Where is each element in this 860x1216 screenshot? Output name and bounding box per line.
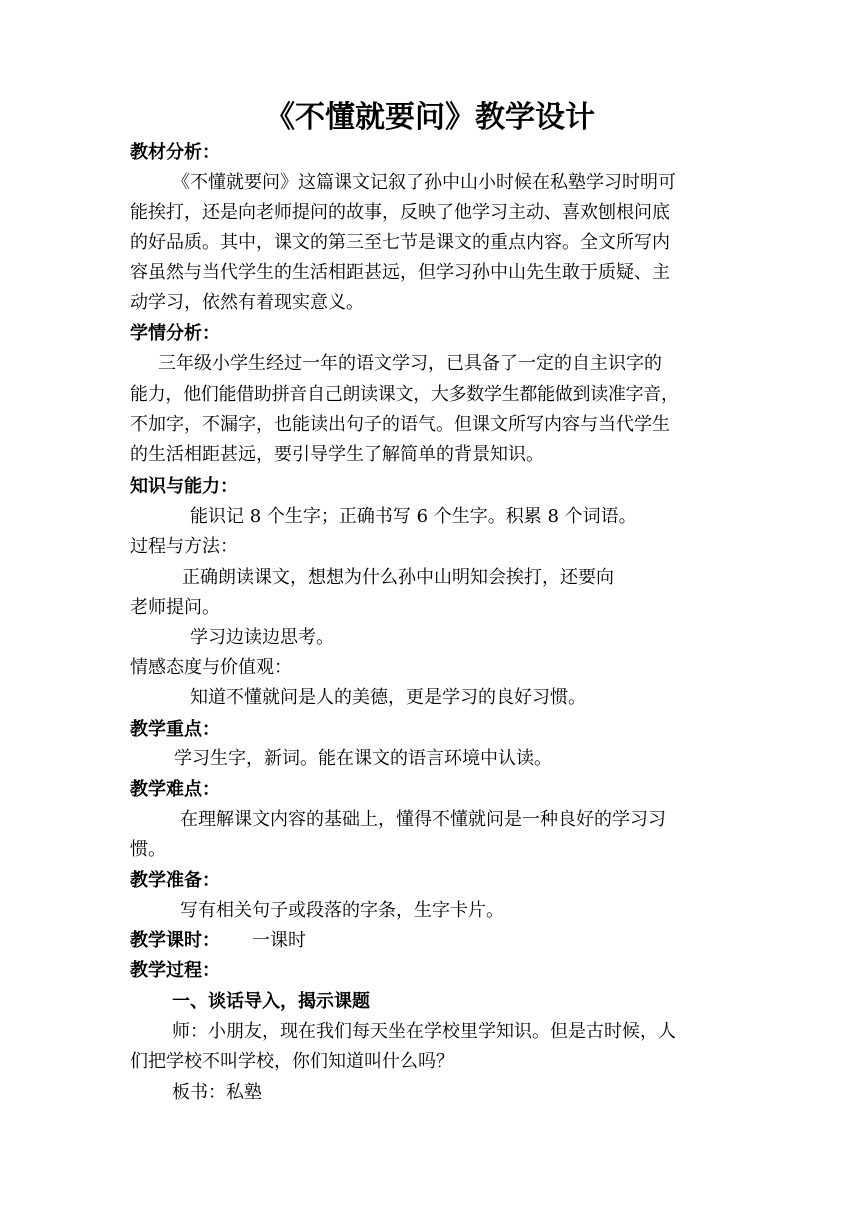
student-line: 的生活相距甚远，要引导学生了解简单的背景知识。 [130,444,544,465]
hours-heading: 教学课时： [130,930,220,951]
material-line: 《不懂就要问》这篇课文记叙了孙中山小时候在私塾学习时明可 [172,172,676,193]
procedure-heading: 教学过程： [130,960,220,981]
emotion-heading: 情感态度与价值观： [130,657,292,678]
step1-heading: 一、谈话导入，揭示课题 [172,991,370,1012]
knowledge-heading: 知识与能力： [130,476,238,497]
material-line: 动学习，依然有着现实意义。 [130,292,364,313]
step1-line: 师：小朋友，现在我们每天坐在学校里学知识。但是古时候，人 [172,1021,676,1042]
prep-heading: 教学准备： [130,870,220,891]
material-line: 容虽然与当代学生的生活相距甚远，但学习孙中山先生敢于质疑、主 [130,262,670,283]
student-line: 不加字，不漏字，也能读出句子的语气。但课文所写内容与当代学生 [130,414,670,435]
material-heading: 教材分析： [130,142,220,163]
emotion-line: 知道不懂就问是人的美德，更是学习的良好习惯。 [190,687,586,708]
student-line: 三年级小学生经过一年的语文学习，已具备了一定的自主识字的 [158,353,662,374]
step1-line: 们把学校不叫学校，你们知道叫什么吗？ [130,1051,454,1072]
material-line: 的好品质。其中，课文的第三至七节是课文的重点内容。全文所写内 [130,232,670,253]
document-title: 《不懂就要问》教学设计 [265,100,595,135]
difficulty-line: 在理解课文内容的基础上，懂得不懂就问是一种良好的学习习 [180,809,666,830]
focus-heading: 教学重点： [130,719,220,740]
process-heading: 过程与方法： [130,536,238,557]
hours-value: 一课时 [252,930,306,951]
focus-line: 学习生字，新词。能在课文的语言环境中认读。 [174,748,552,769]
step1-line: 板书：私塾 [172,1082,262,1103]
student-heading: 学情分析： [130,323,220,344]
difficulty-heading: 教学难点： [130,779,220,800]
material-line: 能挨打，还是向老师提问的故事，反映了他学习主动、喜欢刨根问底 [130,202,670,223]
process-line: 学习边读边思考。 [190,627,334,648]
process-line: 正确朗读课文，想想为什么孙中山明知会挨打，还要向 [182,567,614,588]
prep-line: 写有相关句子或段落的字条，生字卡片。 [180,900,504,921]
process-line: 老师提问。 [130,597,220,618]
knowledge-line: 能识记 8 个生字；正确书写 6 个生字。积累 8 个词语。 [190,506,637,527]
student-line: 能力，他们能借助拼音自己朗读课文，大多数学生都能做到读准字音， [130,384,679,405]
difficulty-line: 惯。 [130,839,166,860]
